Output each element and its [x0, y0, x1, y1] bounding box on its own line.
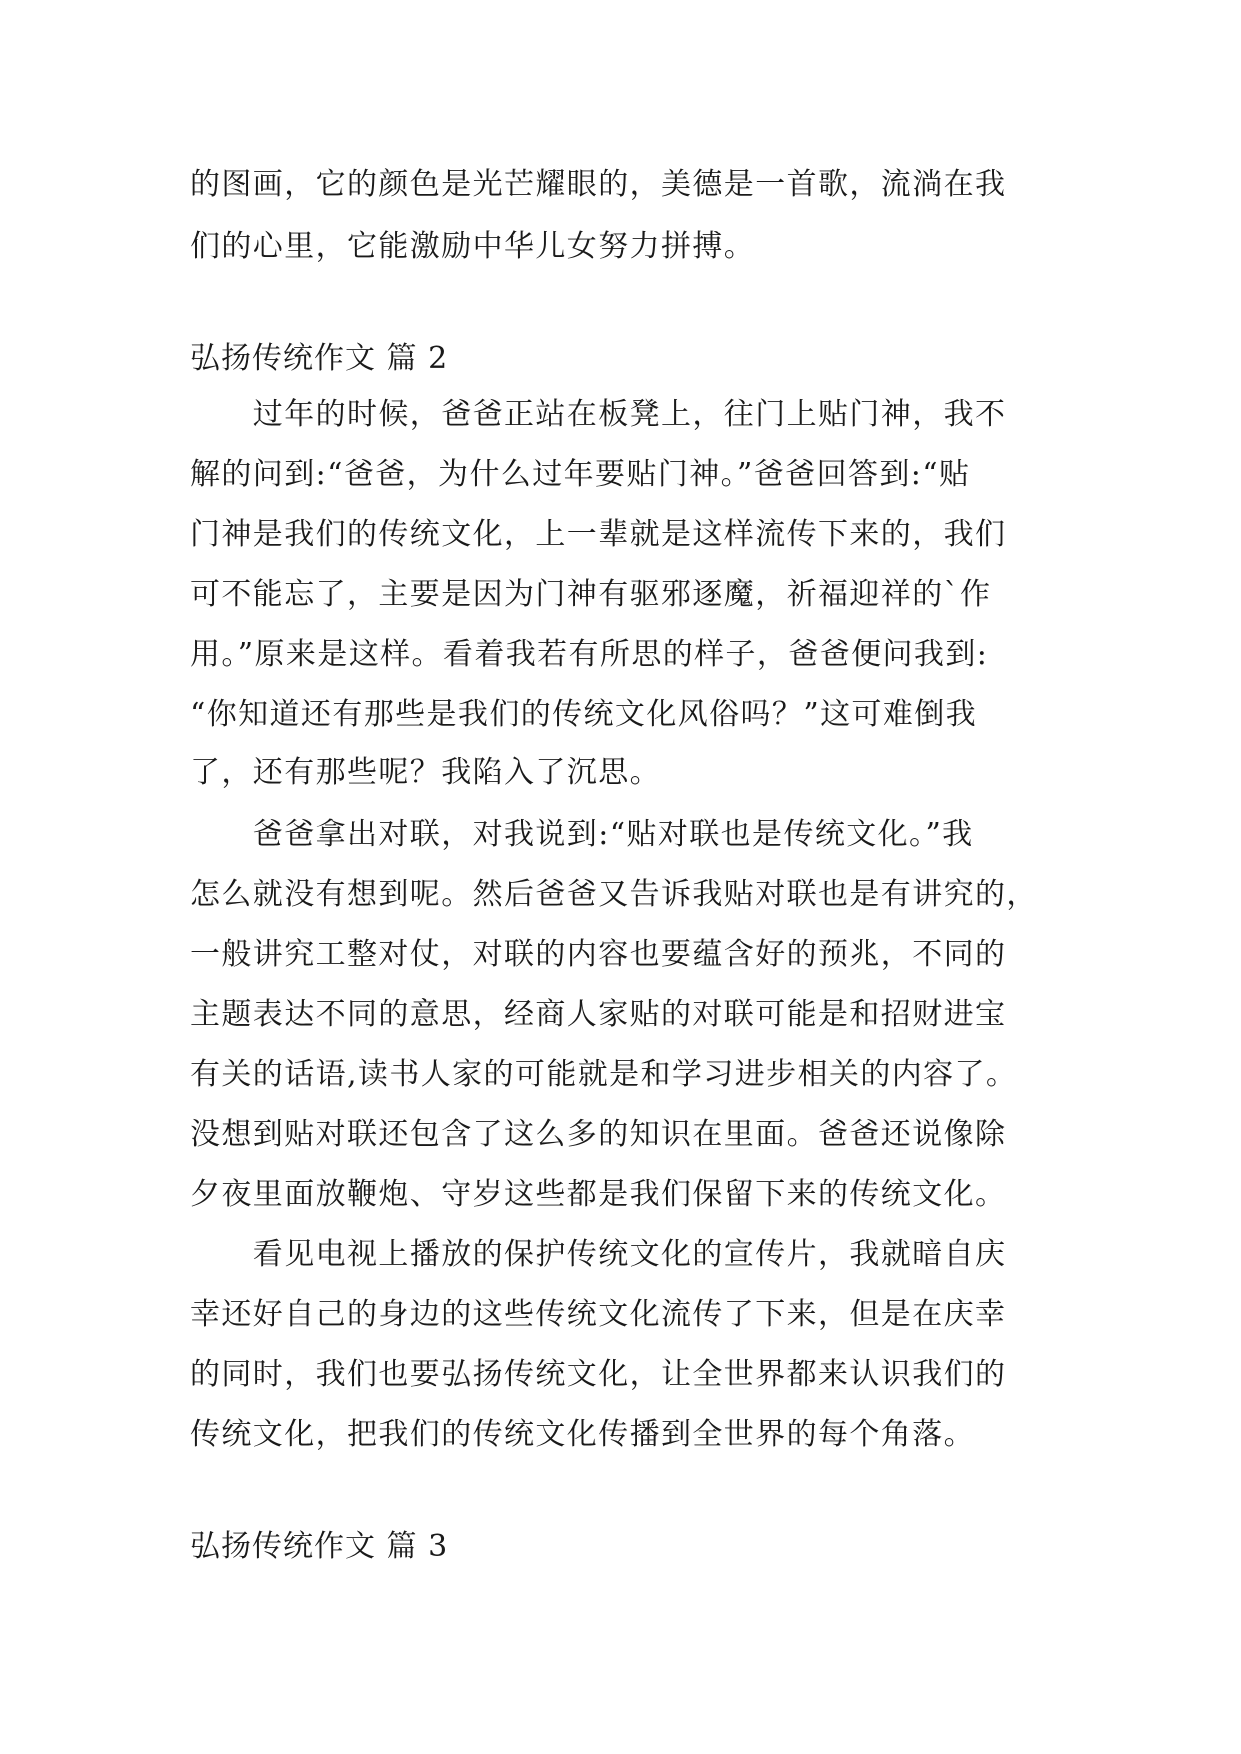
section-2-line-17: 的同时，我们也要弘扬传统文化，让全世界都来认识我们的 [190, 1357, 1007, 1392]
section-2-line-6: “你知道还有那些是我们的传统文化风俗吗？”这可难倒我 [190, 697, 978, 732]
section-2-line-16: 幸还好自己的身边的这些传统文化流传了下来，但是在庆幸 [190, 1297, 1007, 1332]
section-2-line-10: 一般讲究工整对仗，对联的内容也要蕴含好的预兆，不同的 [190, 937, 1007, 972]
section-2-line-2: 解的问到:“爸爸，为什么过年要贴门神。”爸爸回答到:“贴 [190, 457, 971, 492]
section-2-line-9: 怎么就没有想到呢。然后爸爸又告诉我贴对联也是有讲究的， [190, 877, 1038, 912]
intro-line-1: 的图画，它的颜色是光芒耀眼的，美德是一首歌，流淌在我 [190, 167, 1007, 202]
section-2-line-13: 没想到贴对联还包含了这么多的知识在里面。爸爸还说像除 [190, 1117, 1007, 1152]
section-2-line-18: 传统文化，把我们的传统文化传播到全世界的每个角落。 [190, 1417, 975, 1452]
section-2-line-7: 了，还有那些呢？我陷入了沉思。 [190, 755, 661, 790]
section-2-line-3: 门神是我们的传统文化，上一辈就是这样流传下来的，我们 [190, 517, 1007, 552]
section-2-line-15: 看见电视上播放的保护传统文化的宣传片，我就暗自庆 [190, 1237, 1007, 1272]
section-2-line-14: 夕夜里面放鞭炮、守岁这些都是我们保留下来的传统文化。 [190, 1177, 1007, 1212]
intro-line-2: 们的心里，它能激励中华儿女努力拼搏。 [190, 229, 756, 264]
section-2-line-5: 用。”原来是这样。看着我若有所思的样子，爸爸便问我到: [190, 637, 989, 672]
section-2-heading: 弘扬传统作文 篇 2 [190, 341, 449, 376]
section-2-line-4: 可不能忘了，主要是因为门神有驱邪逐魔，祈福迎祥的`作 [190, 577, 992, 612]
section-2-line-8: 爸爸拿出对联，对我说到:“贴对联也是传统文化。”我 [190, 817, 974, 852]
section-2-line-1: 过年的时候，爸爸正站在板凳上，往门上贴门神，我不 [190, 397, 1007, 432]
section-2-line-11: 主题表达不同的意思，经商人家贴的对联可能是和招财进宝 [190, 997, 1007, 1032]
section-3-heading: 弘扬传统作文 篇 3 [190, 1529, 449, 1564]
section-2-line-12: 有关的话语,读书人家的可能就是和学习进步相关的内容了。 [190, 1057, 1018, 1092]
